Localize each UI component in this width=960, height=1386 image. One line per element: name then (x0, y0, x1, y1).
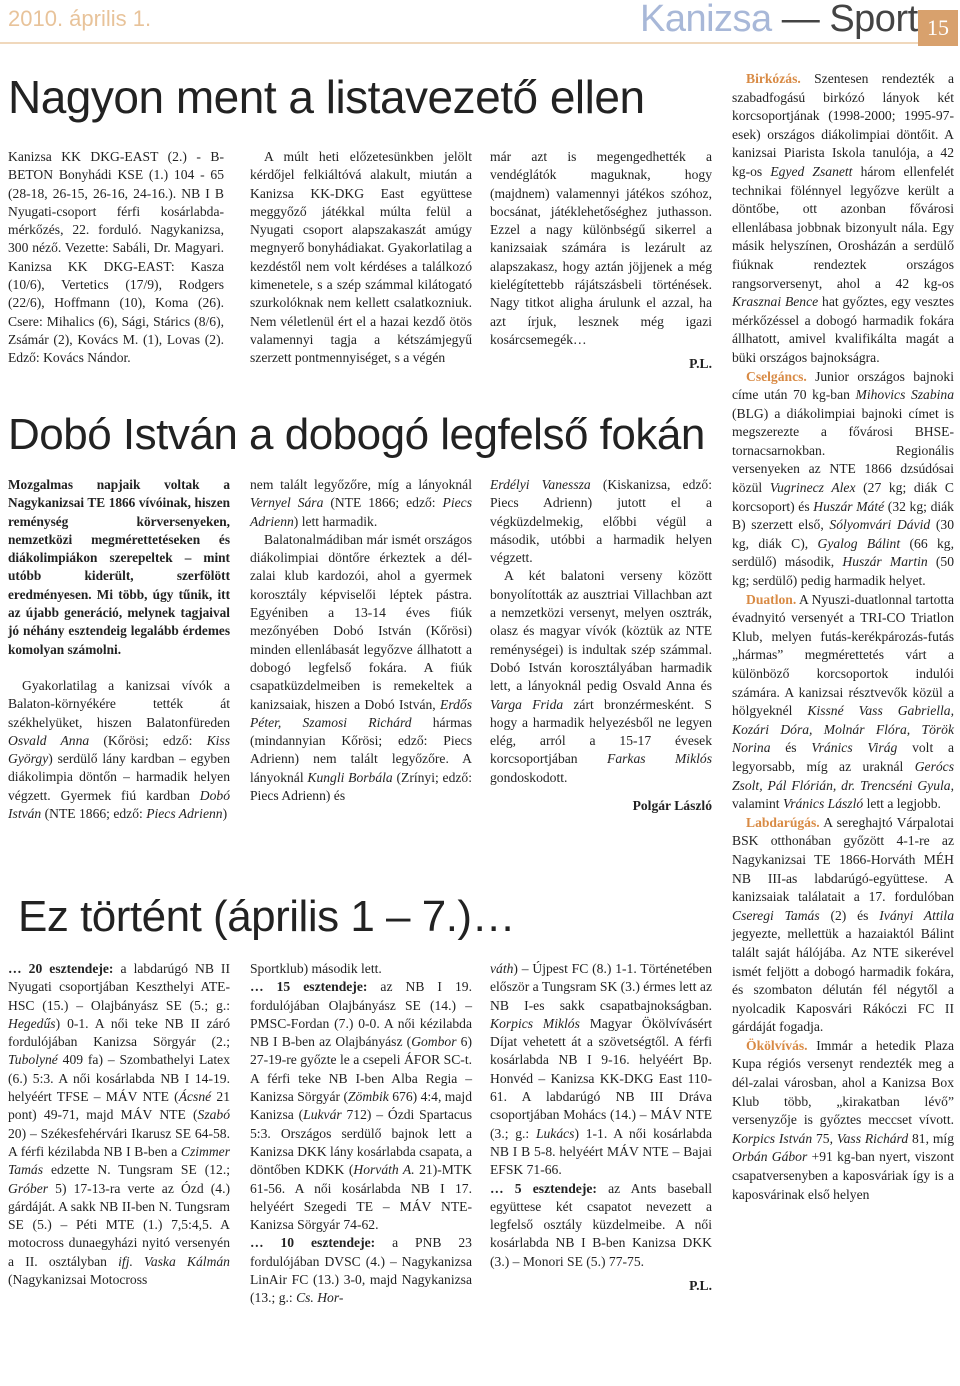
article1-col3 (490, 148, 712, 374)
article3-col2-para3: … 10 esztendeje: a PNB 23 fordulójában DVSC (4.) – Nagykanizsa LinAir FC (13.) 3-0, majd Nagykanizsa (13.; g.: Cs. Hor- (250, 1235, 472, 1306)
brand-dash: — (781, 0, 820, 40)
article3-col1-text: … 20 esztendeje: a labdarúgó NB II Nyugati csoportjában Keszthelyi ATE-HSC (15.) – Olajbányász SE (5.; g.: Hegedűs) 0-1. A női teke NB II záró fordulójában Kanizsa Sörgyár (2.; Tubolyné 409 fa) – Szombathelyi Latex (6.) 5:3. A női kosárlabda NB I 14-19. helyéért TFSE – MÁV NTE (Ácsné 21 pont) 49-71, majd MÁV NTE (Szabó 20) – Székesfehérvári Ikarusz SE 64-58. A férfi kézilabda NB I B-ben a Czimmer Tamás edzette N. Tungsram SE (12.; Gróber 5) 17-13-ra verte az Ózd (4.) gárdáját. A sakk NB II-ben N. Tungsram SE (5.) – Péti MTE (1.) 7,5:4,5. A motocross dunaegyházi nyitó versenyén a II. osztályban ifj. Vaska Kálmán (Nagykanizsai Motocross (8, 961, 230, 1288)
brief-judo: Cselgáncs. Junior országos bajnoki címe után 70 kg-ban Mihovics Szabina (BLG) a diákolimpiai bajnoki címet is megszerezte a fővárosi BHSE-tornacsarnokban. Regionális versenyeken az NTE 1866 dzsúdósai közül Vugrinecz Alex (27 kg; diák C korcsoport) és Huszár Máté (32 kg; diák B) szerzett első, Sólyomvári Dávid (30 kg, diák C), Gyalog Bálint (66 kg, serdülő) második, Huszár Martin (50 kg; serdülő) pedig harmadik helyet. (732, 368, 954, 589)
article1-col2 (250, 148, 472, 368)
article3-title: Ez történt (április 1 – 7.)… (18, 892, 516, 941)
article3-col3 (490, 960, 712, 1295)
article3-signature: P.L. (689, 1278, 712, 1294)
article2-col2-text: nem talált legyőzőre, míg a lányoknál Vernyel Sára (NTE 1866; edző: Piecs Adrienn) lett harmadik. (250, 477, 472, 529)
brand-kanizsa: Kanizsa (640, 0, 772, 40)
article1-signature: P.L. (689, 356, 712, 372)
article3-col2 (250, 960, 472, 1308)
brief-boxing: Ökölvívás. Immár a hetedik Plaza Kupa régiós versenyt rendezték meg a dél-zalai városban, ahol a Kanizsa Box Klub több, „kirakatban lévő” versenyzője is győztes meccset vívott. Korpics István 75, Vass Richárd 81, míg Orbán Gábor +91 kg-ban nyert, viszont csapatversenyben a kaposváriak így is a kaposvárinak első helyen (732, 1037, 954, 1202)
article2-title: Dobó István a dobogó legfelső fokán (8, 410, 705, 459)
article3-col1 (8, 960, 230, 1289)
page-number: 15 (918, 10, 958, 46)
masthead-brand (640, 0, 918, 41)
article2-col1 (8, 476, 230, 823)
article3-col3-para2: … 5 esztendeje: az Ants baseball együttese két csapatot nevezett a legfelső osztály küzdelmeibe. A női kosárlabda NB I B-ben Kanizsa DKK (3.) – Monori SE (5.) 77-75. (490, 1180, 712, 1269)
article3-col2-text: Sportklub) második lett. (250, 961, 382, 976)
brief-duathlon: Duatlon. A Nyuszi-duatlonnal tartotta évadnyitó versenyét a TRI-CO Triatlon Klub, melyen futás-kerékpározás-futás „hármas” megmérettetés várt a különböző korcsoportok indulói számára. A kanizsai résztvevők közül a hölgyeknél Kissné Vass Gabriella, Kozári Dóra, Molnár Flóra, Török Norina és Vránics Virág volt a legyorsabb, míg az uraknál Gerócs Zsolt, Pál Flórián, dr. Trencséni Gyula, valamint Vránics László lett a legjobb. (732, 591, 954, 812)
header-rule (0, 42, 918, 44)
brief-football: Labdarúgás. A sereghajtó Várpalotai BSK otthonában győzött 4-1-re az Nagykanizsai TE 1866-Horváth MÉH NB III-as labdarúgó-együttese. A kanizsaiak találatait a 17. fordulóban Cseregi Tamás (2) és Iványi Attila jegyezte, mellettük a hazaiaktól Bálint talált saját hálójába. Az NTE sikerével ismét feljött a dobogó harmadik fokára, és szombaton délután fél négytől a nyolcadik Kaposvári Rákóczi FC II gárdáját fogadja. (732, 814, 955, 1035)
article1-col2-text: A múlt heti előzetesünkben jelölt kérdőjel felkiáltóvá alakult, miután a Kanizsa KK-DKG East együttese meggyőző játékkal múlta felül a Nyugati csoport alapszakaszát amúgy megnyerő bonyhádiakat. Gyakorlatilag a kezdéstől nem volt kérdéses a találkozó kimenetele, s a szép számmal kilátogató szurkolóknak nem kellett csalatkozniuk. Nem véletlenül ért el a hazai kezdő ötös valamennyi tagja a kétszámjegyű szerzett pontmennyiséget, s a végén (250, 149, 472, 366)
article1-title: Nagyon ment a listavezető ellen (8, 71, 645, 123)
article1-col3-text: már azt is megengedhették a vendéglátók maguknak, hogy (majdnem) valamennyi játékos szóhoz, bocsánat, játéklehetőséghez juthasson. Ezzel a nagy különbségű sikerrel a kanizsaiak számára is lezárult az alapszakasz, hogy aztán jöjjenek a még kielégítettebb rájátszásbeli történések. Nagy titkot aligha árulunk el azzal, ha azt írjuk, lesznek még igazi kosárcsemegék… (490, 149, 712, 347)
brief-wrestling: Birkózás. Szentesen rendezték a szabadfogású birkózó lányok két korcsoportjának (1998-2000; 1995-97-esek) országos diákolimpiai döntőit. A kanizsai Piarista Iskola tanulója, a 42 kg-os Egyed Zsanett három ellenfelét technikai fölénnyel legyőzve került a döntőbe, ott azonban fővárosi ellenlábasa jobbnak bizonyult nála. Egy másik helyszínen, Orosházán a serdülő fiúknak rendeztek országos rangsorversenyt, ahol a 42 kg-os Krasznai Bence hat győztes, egy vesztes mérkőzéssel a dobogó harmadik fokára állhatott, amivel kvalifikálta magát a büki országos bajnokságra. (732, 71, 955, 365)
article3-col3-text: váth) – Újpest FC (8.) 1-1. Történetében először a Tungsram SK (3.) érmes lett az NB I-es sakk csapatbajnokságban. Korpics Miklós Magyar Ökölvívásért Díjat vehetett át a szövetségtől. A férfi kosárlabda NB I 9-16. helyéért Bp. Honvéd – Kanizsa KK-DKG East 110-61. A labdarúgó NB III Dráva csoportjában Mohács (14.) – MÁV NTE (3.; g.: Lukács) 1-1. A női kosárlabda NB I B 5-8. helyéért MÁV NTE – Bajai EFSK 71-66. (490, 961, 712, 1178)
article2-col3 (490, 476, 712, 815)
article2-col3-para2: A két balatoni verseny között bonyolították az ausztriai Villachban azt a nemzetközi versenyt, melyen osztrák, olasz és magyar vívók (köztük az NTE reménységei) is indultak szép számmal. Dobó István korosztályában harmadik lett, a lányoknál pedig Osvald Anna és Varga Frida zárt bronzérmesként. S hogy a harmadik helyezésből ne legyen elég, arról a 15-17 évesek korcsoportjában Farkas Miklós gondoskodott. (490, 568, 712, 785)
article2-lead: Mozgalmas napjaik voltak a Nagykanizsai TE 1866 vívóinak, hiszen reménység körversenyeken, nemzetközi megmérettetéseken és diákolimpiákon szerepeltek – mint utóbb kiderült, szerfölött eredményesen. Mi több, úgy tűnik, itt az újabb generáció, melynek tagjaival jó néhány esztendeig legalább érdemes komolyan számolni. (8, 477, 230, 657)
article1-col1-text: Kanizsa KK DKG-EAST (2.) - B-BETON Bonyhádi KSE (1.) 104 - 65 (28-18, 26-15, 26-16, 24-16.). NB I B Nyugati-csoport férfi kosárlabda-mérkőzés, 22. forduló. Nagykanizsa, 300 néző. Vezette: Sabáli, Dr. Magyari. Kanizsa KK DKG-EAST: Kasza (10/6), Vertetics (17/9), Rodgers (22/6), Hoffmann (10), Koma (26). Csere: Mihalics (6), Sági, Stárics (8/6), Zsámár (2), Kovács M. (1), Lovas (2). Edző: Kovács Nándor. (8, 149, 224, 366)
sidebar-briefs (732, 70, 954, 1204)
issue-date: 2010. április 1. (8, 6, 152, 31)
article2-col2 (250, 476, 472, 805)
article2-col1-text: Gyakorlatilag a kanizsai vívók a Balaton-környékére tették át székhelyüket, hiszen Balatonfüreden Osvald Anna (Kőrösi; edző: Kiss György) serdülő lány kardban – egyben diákolimpia döntőn – harmadik helyen végzett. Gyermek fiú kardban Dobó István (NTE 1866; edző: Piecs Adrienn) (8, 677, 230, 822)
article2-col3-text: Erdélyi Vanessza (Kiskanizsa, edző: Piecs Adrienn) jutott el a végküzdelmekig, előbbi végül a második, utóbbi a harmadik helyen végzett. (490, 477, 712, 566)
article3-col2-para2: … 15 esztendeje: az NB I 19. fordulójában Olajbányász SE (14.) – PMSC-Fordan (7.) 0-0. A női kézilabda NB I B-ben az Olajbányász (Gombor 6) 27-19-re győzte le a csepeli ÁFOR SC-t. A férfi teke NB I-ben Alba Regia – Kanizsa Sörgyár (Zömbik 676) 4:4, majd Kanizsa (Lukvár 712) – Ózdi Spartacus 5:3. Országos serdülő bajnok lett a Kanizsa DKK lány kosárlabda csapata, a döntőben KDKK (Horváth A. 21)-MTK 61-56. A női kosárlabda NB I 17. helyéért Szegedi TE – MÁV NTE-Kanizsa Sörgyár 74-62. (250, 979, 472, 1233)
brand-sport: Sport (829, 0, 918, 40)
article2-signature: Polgár László (632, 798, 712, 814)
article1-col1 (8, 148, 224, 368)
article2-col2-para2: Balatonalmádiban már ismét országos diákolimpiai döntőre érkeztek a dél-zalai klub kardozói, ahol a gyermek korosztály képviselői léptek pástra. Egyéniben a 13-14 éves fiúk mezőnyében Dobó István (Kőrösi) minden ellenlábasát legyőzve állhatott a dobogó legfelső fokára. A fiúk csapatküzdelmeiben is remekeltek a kanizsaiak, hiszen a Dobó István, Erdős Péter, Szamosi Richárd hármas (mindannyian Kőrösi; edző: Piecs Adrienn) nem talált legyőzőre. A lányoknál Kungli Borbála (Zrínyi; edző: Piecs Adrienn) és (250, 531, 473, 804)
